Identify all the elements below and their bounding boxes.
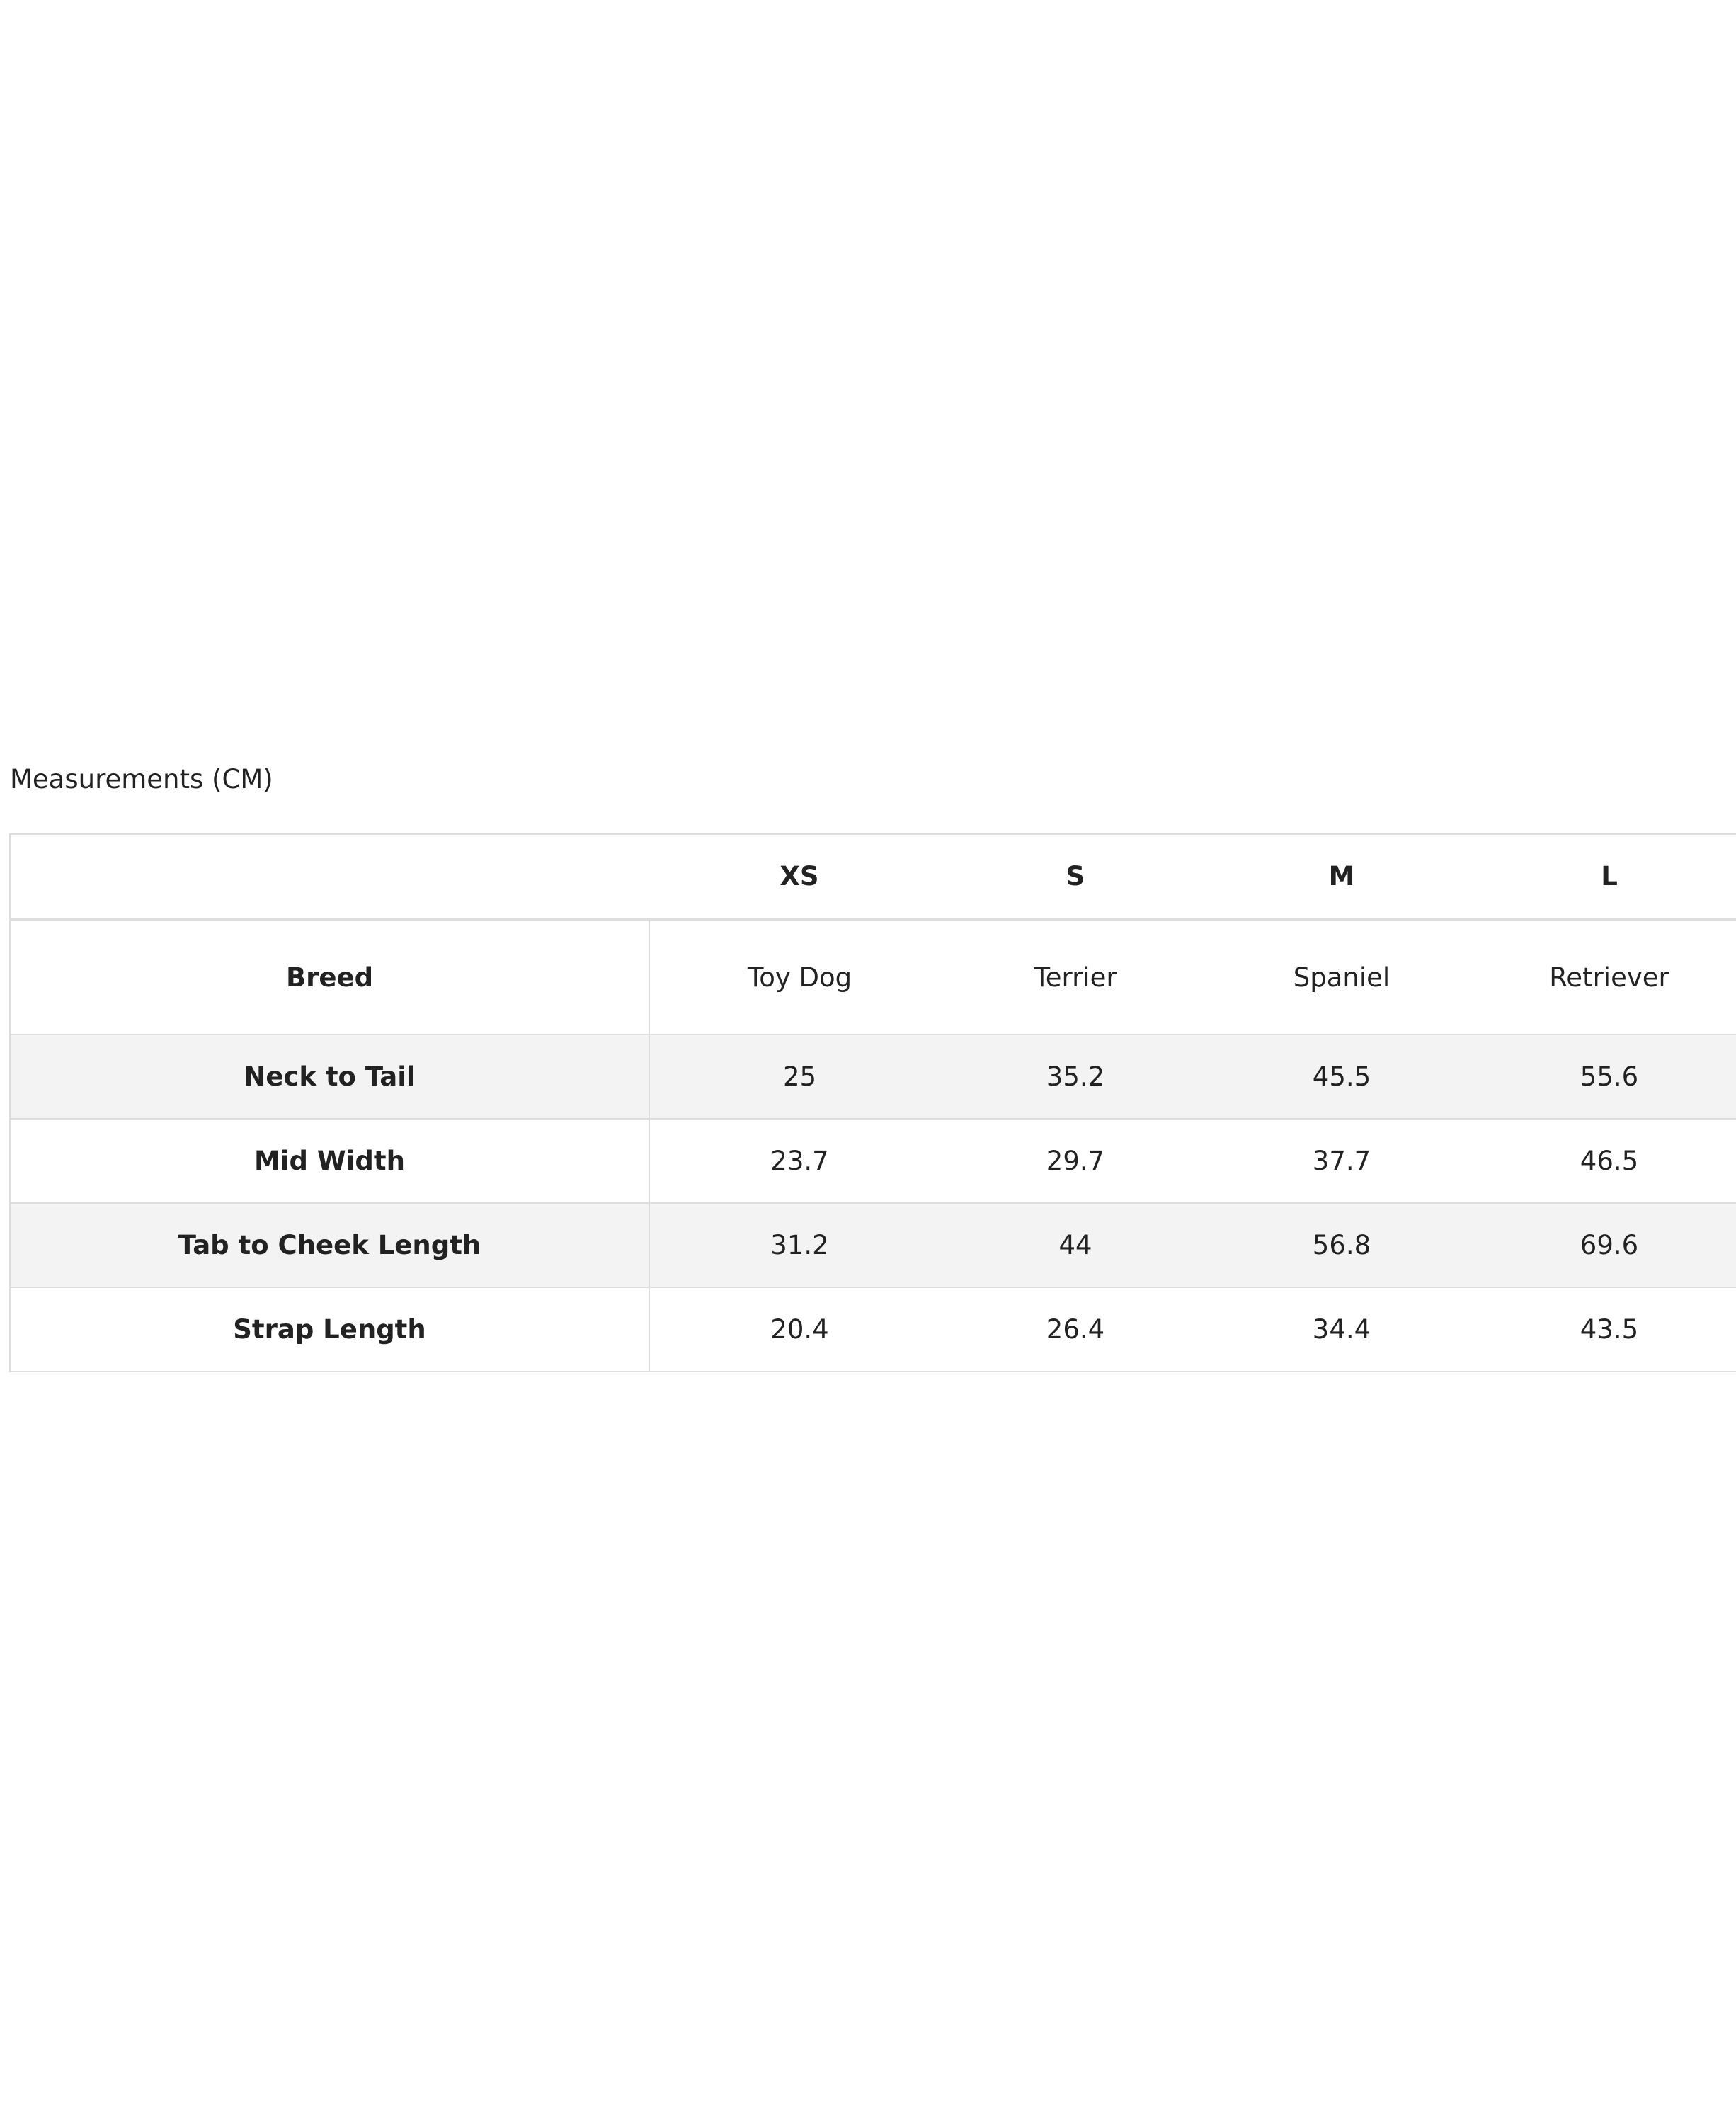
header-empty-cell bbox=[10, 834, 649, 919]
table-cell: 20.4 bbox=[770, 1314, 829, 1345]
table-row-tab-to-cheek-length bbox=[10, 1203, 1736, 1287]
row-label: Neck to Tail bbox=[10, 1035, 649, 1119]
table-cell: 55.6 bbox=[1482, 1035, 1736, 1119]
table-row-neck-to-tail bbox=[10, 1035, 1736, 1119]
table-cell: 45.5 bbox=[1201, 1035, 1482, 1119]
table-cell: 56.8 bbox=[1201, 1203, 1482, 1287]
table-cell: 31.2 bbox=[649, 1203, 949, 1287]
table-cell: 44 bbox=[949, 1203, 1201, 1287]
breed-label: Breed bbox=[10, 919, 649, 1035]
table-cell: 25 bbox=[649, 1035, 949, 1119]
breed-row bbox=[10, 919, 1736, 1035]
table-cell: 35.2 bbox=[949, 1035, 1201, 1119]
breed-value-m: Spaniel bbox=[1201, 919, 1482, 1035]
breed-value-xs: Toy Dog bbox=[649, 919, 949, 1035]
row-label: Tab to Cheek Length bbox=[10, 1203, 649, 1287]
size-header-m: M bbox=[1201, 834, 1482, 919]
table-cell: 29.7 bbox=[949, 1119, 1201, 1203]
breed-value-l: Retriever bbox=[1482, 919, 1736, 1035]
size-header-s: S bbox=[949, 834, 1201, 919]
table-cell: 34.4 bbox=[1312, 1314, 1371, 1345]
breed-value-s: Terrier bbox=[949, 919, 1201, 1035]
row-label: Mid Width bbox=[10, 1119, 649, 1203]
table-row-strap-length bbox=[10, 1287, 1736, 1372]
size-chart-table bbox=[9, 833, 1736, 1372]
table-cell: 26.4 bbox=[1046, 1314, 1105, 1345]
table-row-mid-width bbox=[10, 1119, 1736, 1203]
table-cell: 43.5 bbox=[1580, 1314, 1639, 1345]
row-label: Strap Length bbox=[10, 1287, 649, 1372]
table-cell: 37.7 bbox=[1201, 1119, 1482, 1203]
size-header-row bbox=[10, 834, 1736, 919]
table-cell: 46.5 bbox=[1482, 1119, 1736, 1203]
table-cell: 69.6 bbox=[1482, 1203, 1736, 1287]
table-caption: Measurements (CM) bbox=[10, 764, 273, 794]
table-cell: 23.7 bbox=[649, 1119, 949, 1203]
size-header-xs: XS bbox=[649, 834, 949, 919]
size-header-l: L bbox=[1482, 834, 1736, 919]
